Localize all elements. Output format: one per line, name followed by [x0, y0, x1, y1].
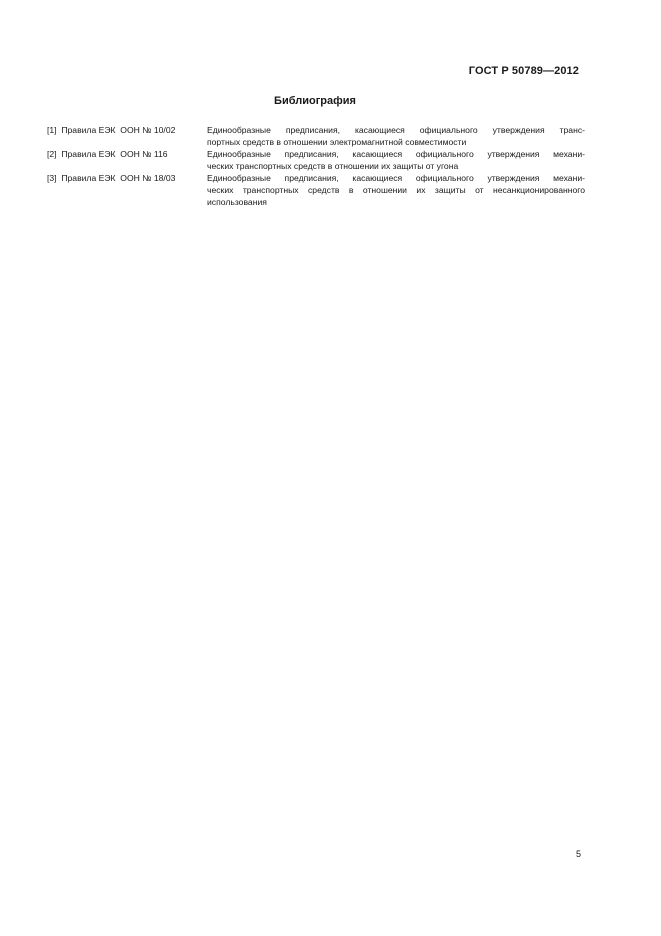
- description-line: ческих транспортных средств в отношении их защиты от несанкционированного: [207, 185, 585, 195]
- description-line: портных средств в отношении электромагнитной совместимости: [207, 137, 467, 147]
- description-line: Единообразные предписания, касающиеся официального утверждения механи-: [207, 149, 585, 159]
- page-number: 5: [575, 849, 581, 859]
- description-line: ческих транспортных средств в отношении их защиты от угона: [207, 161, 459, 171]
- entry-reference: [1] Правила ЕЭК ООН № 10/02: [47, 125, 176, 135]
- document-code: ГОСТ Р 50789—2012: [468, 65, 579, 77]
- entry-reference: [3] Правила ЕЭК ООН № 18/03: [47, 173, 176, 183]
- section-title: Библиография: [274, 95, 356, 107]
- description-line: использования: [207, 197, 267, 207]
- entry-description: [207, 148, 585, 172]
- bibliography-entry: [47, 124, 585, 148]
- description-line: Единообразные предписания, касающиеся официального утверждения механи-: [207, 173, 585, 183]
- bibliography-entry: [47, 172, 585, 208]
- entry-description: [207, 172, 585, 208]
- entry-description: [207, 124, 585, 148]
- bibliography-entry: [47, 148, 585, 172]
- bibliography-list: [47, 124, 585, 208]
- description-line: Единообразные предписания, касающиеся официального утверждения транс-: [207, 125, 585, 135]
- entry-reference: [2] Правила ЕЭК ООН № 116: [47, 149, 168, 159]
